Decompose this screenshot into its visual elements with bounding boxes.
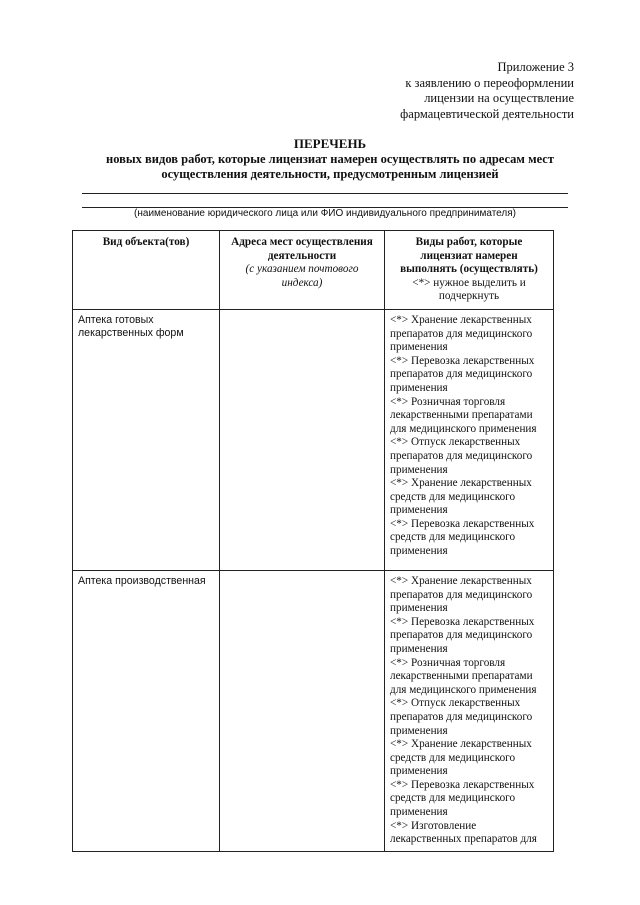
header-label: Виды работ, которые лицензиат намерен выполнять (осуществлять) [400, 236, 538, 276]
work-type-item: <*> Хранение лекарственных средств для медицинского применения [390, 477, 532, 517]
header-label: Вид объекта(тов) [102, 236, 190, 248]
header-work-types [385, 231, 554, 310]
appendix-line: Приложение 3 [497, 60, 574, 74]
work-type-item: <*> Отпуск лекарственных препаратов для медицинского применения [390, 436, 533, 476]
header-object-type [73, 231, 220, 310]
appendix-line: фармацевтической деятельности [400, 106, 574, 121]
appendix-line: лицензии на осуществление [424, 91, 574, 105]
works-table [72, 230, 554, 852]
appendix-line: к заявлению о переоформлении [405, 75, 574, 90]
object-type-cell: Аптека производственная [73, 570, 220, 851]
field-caption: (наименование юридического лица или ФИО индивидуального предпринимателя) [134, 208, 516, 219]
work-types-list [390, 314, 548, 559]
work-type-item: <*> Хранение лекарственных препаратов для медицинского применения [390, 313, 533, 354]
work-type-item: <*> Отпуск лекарственных препаратов для медицинского применения [390, 697, 533, 737]
work-type-item: <*> Хранение лекарственных препаратов для медицинского применения [390, 574, 533, 615]
header-note: <*> нужное выделить и подчеркнуть [412, 276, 526, 303]
header-sublabel: (с указанием почтового индекса) [245, 263, 359, 289]
header-label: Адреса мест осуществления деятельности [231, 236, 373, 262]
work-type-item: <*> Перевозка лекарственных средств для медицинского применения [390, 778, 535, 819]
document-title [60, 136, 600, 183]
title-line: новых видов работ, которые лицензиат намерен осуществлять по адресам мест [106, 151, 554, 166]
table-row [73, 309, 554, 570]
work-type-item: <*> Перевозка лекарственных средств для медицинского применения [390, 517, 535, 558]
work-type-item: <*> Розничная торговля лекарственными препаратами для медицинского применения [390, 395, 537, 435]
table-row [73, 570, 554, 851]
work-type-item: <*> Перевозка лекарственных препаратов для медицинского применения [390, 615, 535, 655]
work-types-cell [385, 570, 554, 851]
work-types-cell [385, 309, 554, 570]
fill-in-line [82, 193, 568, 194]
work-type-item: <*> Перевозка лекарственных препаратов для медицинского применения [390, 354, 535, 394]
work-type-item: <*> Хранение лекарственных средств для медицинского применения [390, 738, 532, 778]
work-type-item: <*> Изготовление лекарственных препаратов для [390, 819, 537, 846]
appendix-note [314, 60, 574, 122]
header-addresses [220, 231, 385, 310]
address-cell [220, 570, 385, 851]
table-header-row [73, 231, 554, 310]
title-line: осуществления деятельности, предусмотренным лицензией [161, 167, 499, 181]
object-type-cell: Аптека готовых лекарственных форм [73, 309, 220, 570]
title-main: ПЕРЕЧЕНЬ [293, 136, 367, 151]
work-types-list [390, 575, 548, 847]
address-cell [220, 309, 385, 570]
work-type-item: <*> Розничная торговля лекарственными препаратами для медицинского применения [390, 656, 537, 696]
